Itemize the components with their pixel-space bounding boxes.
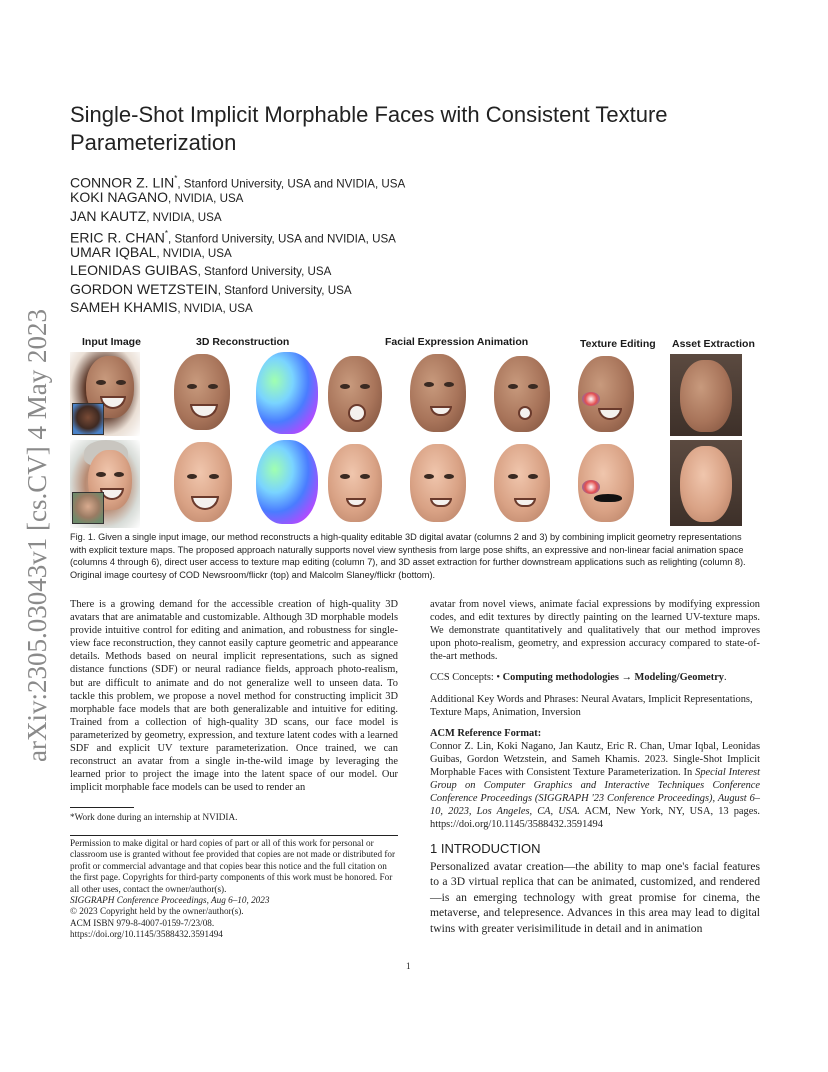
input-thumbnail-woman [72,403,104,435]
author-affiliation: , Stanford University, USA and NVIDIA, USA [168,232,396,246]
permission-block [70,838,398,941]
figure-header-input: Input Image [82,336,141,348]
author-name: JAN KAUTZ [70,207,147,224]
author-affiliation: , NVIDIA, USA [168,192,244,206]
abstract-paragraph: There is a growing demand for the accessible creation of high-quality 3D avatars that are animatable and customizable. Although 3D morphable models provide intuitive control for editing and animation, and robustness for single-view face reconstruction, they cannot easily capture geometric and appearance details. Methods based on neural implicit representations, such as signed distance functions (SDF) or neural radiance fields, approach photo-realism, but are difficult to animate and do not generalize well to unseen data. To tackle this problem, we propose a novel method for constructing implicit 3D morphable face models that are both generalizable and intuitive for editing. Trained from a collection of high-quality 3D scans, our face model is parameterized by geometry, expression, and texture latent codes with a learned SDF and explicit UV texture parameterization. Once trained, we can reconstruct an avatar from a single in-the-wild image by leveraging the learned prior to project the image into the latent space of our model. Our implicit morphable face models can be used to render an [70,599,398,794]
acm-reference-italic: Special Interest Group on Computer Graphics and Interactive Techniques Conference Conference Proceedings (SIGGRAPH '23 Conference Proceedings), August 6–10, 2023, Los Angeles, CA, USA. [430,767,760,818]
asset-extraction-woman [670,354,742,436]
animation-man-1 [328,444,382,522]
introduction-paragraph: Personalized avatar creation—the ability to map one's facial features to a 3D virtual replica that can be animated, customized, and rendered—is an emerging technology with great promise for cinema, the metaverse, and telepresence. Advances in this area may lead to digital twins with greater verisimilitude in detail and in animation [430,859,760,935]
asset-extraction-man [670,440,742,526]
texture-edit-woman [578,356,634,432]
acm-reference-heading: ACM Reference Format: [430,727,542,739]
author-name: UMAR IQBAL [70,244,157,261]
reconstruction-render-man [174,442,232,522]
reconstruction-normal-map-woman [256,352,318,434]
ccs-suffix: . [724,672,727,684]
arxiv-stamp [18,292,54,762]
acm-reference-plain: Connor Z. Lin, Koki Nagano, Jan Kautz, Eric R. Chan, Umar Iqbal, Leonidas Guibas, Gordon Wetzstein, and Sameh Khamis. 2023. Single-Shot Implicit Morphable Faces with Consistent Texture Parameterization. In [430,740,760,779]
author-affiliation: , NVIDIA, USA [146,210,222,224]
author-line [70,280,770,298]
section-heading-introduction: 1 INTRODUCTION [430,840,541,856]
page-number: 1 [406,961,411,971]
ccs-concepts [430,671,760,684]
author-affiliation: , Stanford University, USA and NVIDIA, USA [177,177,406,191]
arxiv-stamp-text: arXiv:2305.03043v1 [cs.CV] 4 May 2023 [22,309,52,762]
author-line [70,225,770,246]
acm-reference-text [430,740,760,832]
author-mark: * [174,174,178,183]
animation-woman-3 [494,356,550,432]
paper-title: Single-Shot Implicit Morphable Faces with Consistent Texture Parameterization [70,102,668,155]
author-affiliation: , NVIDIA, USA [177,302,253,316]
copyright-line: © 2023 Copyright held by the owner/author(s). [70,906,244,917]
figure-image-grid [70,350,760,528]
author-name: KOKI NAGANO [70,189,169,206]
author-line [70,261,770,279]
isbn-line: ACM ISBN 979-8-4007-0159-7/23/08. [70,917,215,928]
texture-edit-man [578,444,634,522]
animation-man-3 [494,444,550,522]
reconstruction-render-woman [174,354,230,430]
right-column [430,598,760,937]
keywords: Additional Key Words and Phrases: Neural Avatars, Implicit Representations, Texture Maps, Animation, Inversion [430,693,753,718]
author-name: LEONIDAS GUIBAS [70,262,198,279]
figure-header-asset: Asset Extraction [672,338,755,350]
figure-header-reconstruction: 3D Reconstruction [196,336,290,348]
publication-venue: SIGGRAPH Conference Proceedings, Aug 6–10, 2023 [70,895,270,906]
author-line [70,170,770,191]
permission-text: Permission to make digital or hard copies of part or all of this work for personal or classroom use is granted without fee provided that copies are not made or distributed for profit or commercial advantage and that copies bear this notice and the full citation on the first page. Copyrights for third-party components of this work must be honored. For all other uses, contact the owner/author(s). [70,838,396,894]
figure-header-texture: Texture Editing [580,338,656,350]
author-line [70,188,770,206]
author-name: CONNOR Z. LIN [70,174,175,191]
author-line [70,298,770,316]
animation-woman-1 [328,356,382,432]
permission-rule [70,835,398,836]
author-affiliation: , Stanford University, USA [197,265,332,279]
author-name: SAMEH KHAMIS [70,299,178,316]
author-name: ERIC R. CHAN [70,229,165,246]
author-affiliation: , NVIDIA, USA [156,247,232,261]
author-line [70,207,770,225]
author-list [70,170,770,316]
footnote-rule [70,807,134,808]
abstract-continued: avatar from novel views, animate facial expressions by modifying expression codes, and edit textures by directly painting on the learned UV-texture maps. We demonstrate quantitatively and qualitatively that our method improves upon photo-realism, geometry, and expression accuracy compared to state-of-the-art methods. [430,599,760,663]
author-mark: * [164,228,169,238]
ccs-concept-term: Computing methodologies → Modeling/Geometry [502,672,725,684]
doi-link[interactable]: https://doi.org/10.1145/3588432.3591494 [70,929,223,940]
footnote: *Work done during an internship at NVIDIA. [70,812,238,822]
animation-man-2 [410,444,466,522]
figure-caption: Fig. 1. Given a single input image, our method reconstructs a high-quality editable 3D digital avatar (columns 2 and 3) by combining implicit geometry representations with explicit texture maps. The proposed approach naturally supports novel view synthesis from large pose shifts, an expressive and non-linear facial animation space (columns 4 through 6), direct user access to texture map editing (column 7), and 3D asset extraction for further downstream applications such as relighting (column 8). Original image courtesy of COD Newsroom/flickr (top) and Malcolm Slaney/flickr (bottom). [70,532,746,580]
author-name: GORDON WETZSTEIN [70,280,218,297]
figure-header-animation: Facial Expression Animation [385,336,529,348]
author-line [70,243,770,261]
acm-reference-tail: ACM, New York, NY, USA, 13 pages. https://doi.org/10.1145/3588432.3591494 [430,806,760,831]
animation-woman-2 [410,354,466,432]
ccs-prefix: CCS Concepts: • [430,672,503,684]
author-affiliation: , Stanford University, USA [217,283,352,297]
reconstruction-normal-map-man [256,440,318,524]
input-thumbnail-man [72,492,104,524]
left-column [70,598,398,794]
